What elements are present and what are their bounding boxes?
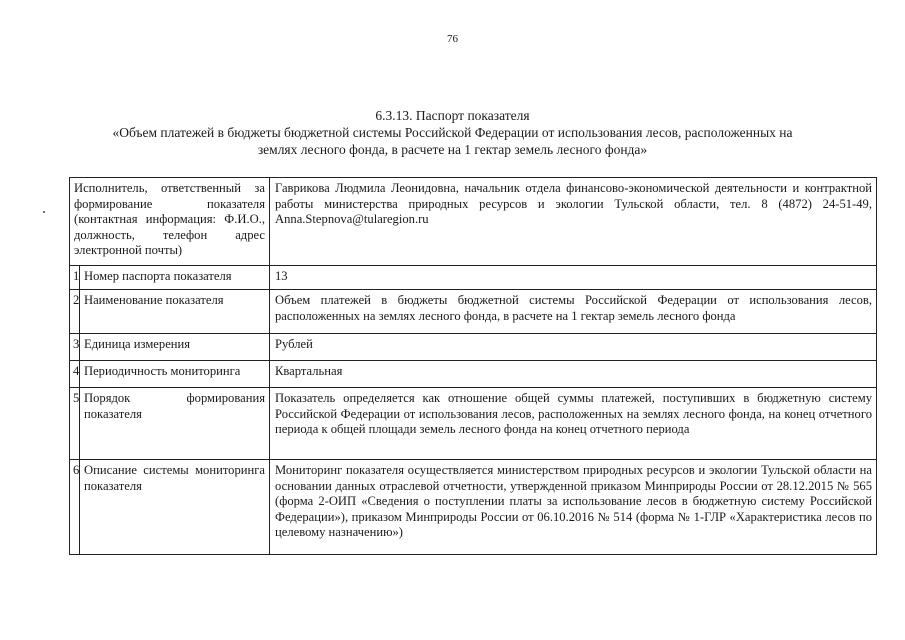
- row-number: 4: [70, 361, 80, 388]
- row-label: Периодичность мониторинга: [80, 361, 270, 388]
- row-number: 2: [70, 290, 80, 334]
- row-value: Мониторинг показателя осуществляется министерством природных ресурсов и экологии Тульской области на основании данных отраслевой отчетности, утвержденной приказом Минприроды России от 28.12.2015 № 565 (форма 2-ОИП «Сведения о поступлении платы за использование лесов в бюджетную систему Российской Федерации»), приказом Минприроды России от 06.10.2016 № 514 (форма № 1-ГЛР «Характеристика лесов по целевому назначению»): [270, 460, 877, 555]
- row-value: Объем платежей в бюджеты бюджетной системы Российской Федерации от использования лесов, расположенных на землях лесного фонда, в расчете на 1 гектар земель лесного фонда: [270, 290, 877, 334]
- row-label: Единица измерения: [80, 334, 270, 361]
- document-heading: [40, 107, 865, 158]
- row-number: 6: [70, 460, 80, 555]
- row-label: Порядок формирования показателя: [80, 388, 270, 460]
- table-row: [70, 460, 877, 555]
- heading-section-title: 6.3.13. Паспорт показателя: [375, 108, 530, 123]
- row-label: Наименование показателя: [80, 290, 270, 334]
- responsible-value: Гаврикова Людмила Леонидовна, начальник отдела финансово-экономической деятельности и контрактной работы министерства природных ресурсов и экологии Тульской области, тел. 8 (4872) 24-51-49, Anna.Stepnova@tularegion.ru: [270, 178, 877, 266]
- table-row: [70, 334, 877, 361]
- table-row: [70, 266, 877, 290]
- table-row: [70, 290, 877, 334]
- scan-speck: [43, 211, 45, 213]
- row-value: Показатель определяется как отношение общей суммы платежей, поступивших в бюджетную систему Российской Федерации от использования лесов, расположенных на землях лесного фонда, на конец отчетного периода к общей площади земель лесного фонда на конец отчетного периода: [270, 388, 877, 460]
- table-row-responsible: [70, 178, 877, 266]
- page-number: 76: [447, 33, 458, 45]
- row-value: 13: [270, 266, 877, 290]
- heading-indicator-name-line1: «Объем платежей в бюджеты бюджетной системы Российской Федерации от использования лесов, расположенных на: [112, 125, 793, 140]
- row-number: 3: [70, 334, 80, 361]
- indicator-passport-table: [69, 177, 877, 555]
- responsible-label: Исполнитель, ответственный за формирование показателя (контактная информация: Ф.И.О., должность, телефон адрес электронной почты): [70, 178, 270, 266]
- row-number: 5: [70, 388, 80, 460]
- row-value: Квартальная: [270, 361, 877, 388]
- table-row: [70, 388, 877, 460]
- row-value: Рублей: [270, 334, 877, 361]
- row-label: Описание системы мониторинга показателя: [80, 460, 270, 555]
- row-label: Номер паспорта показателя: [80, 266, 270, 290]
- row-number: 1: [70, 266, 80, 290]
- table-row: [70, 361, 877, 388]
- heading-indicator-name-line2: землях лесного фонда, в расчете на 1 гектар земель лесного фонда»: [257, 142, 648, 157]
